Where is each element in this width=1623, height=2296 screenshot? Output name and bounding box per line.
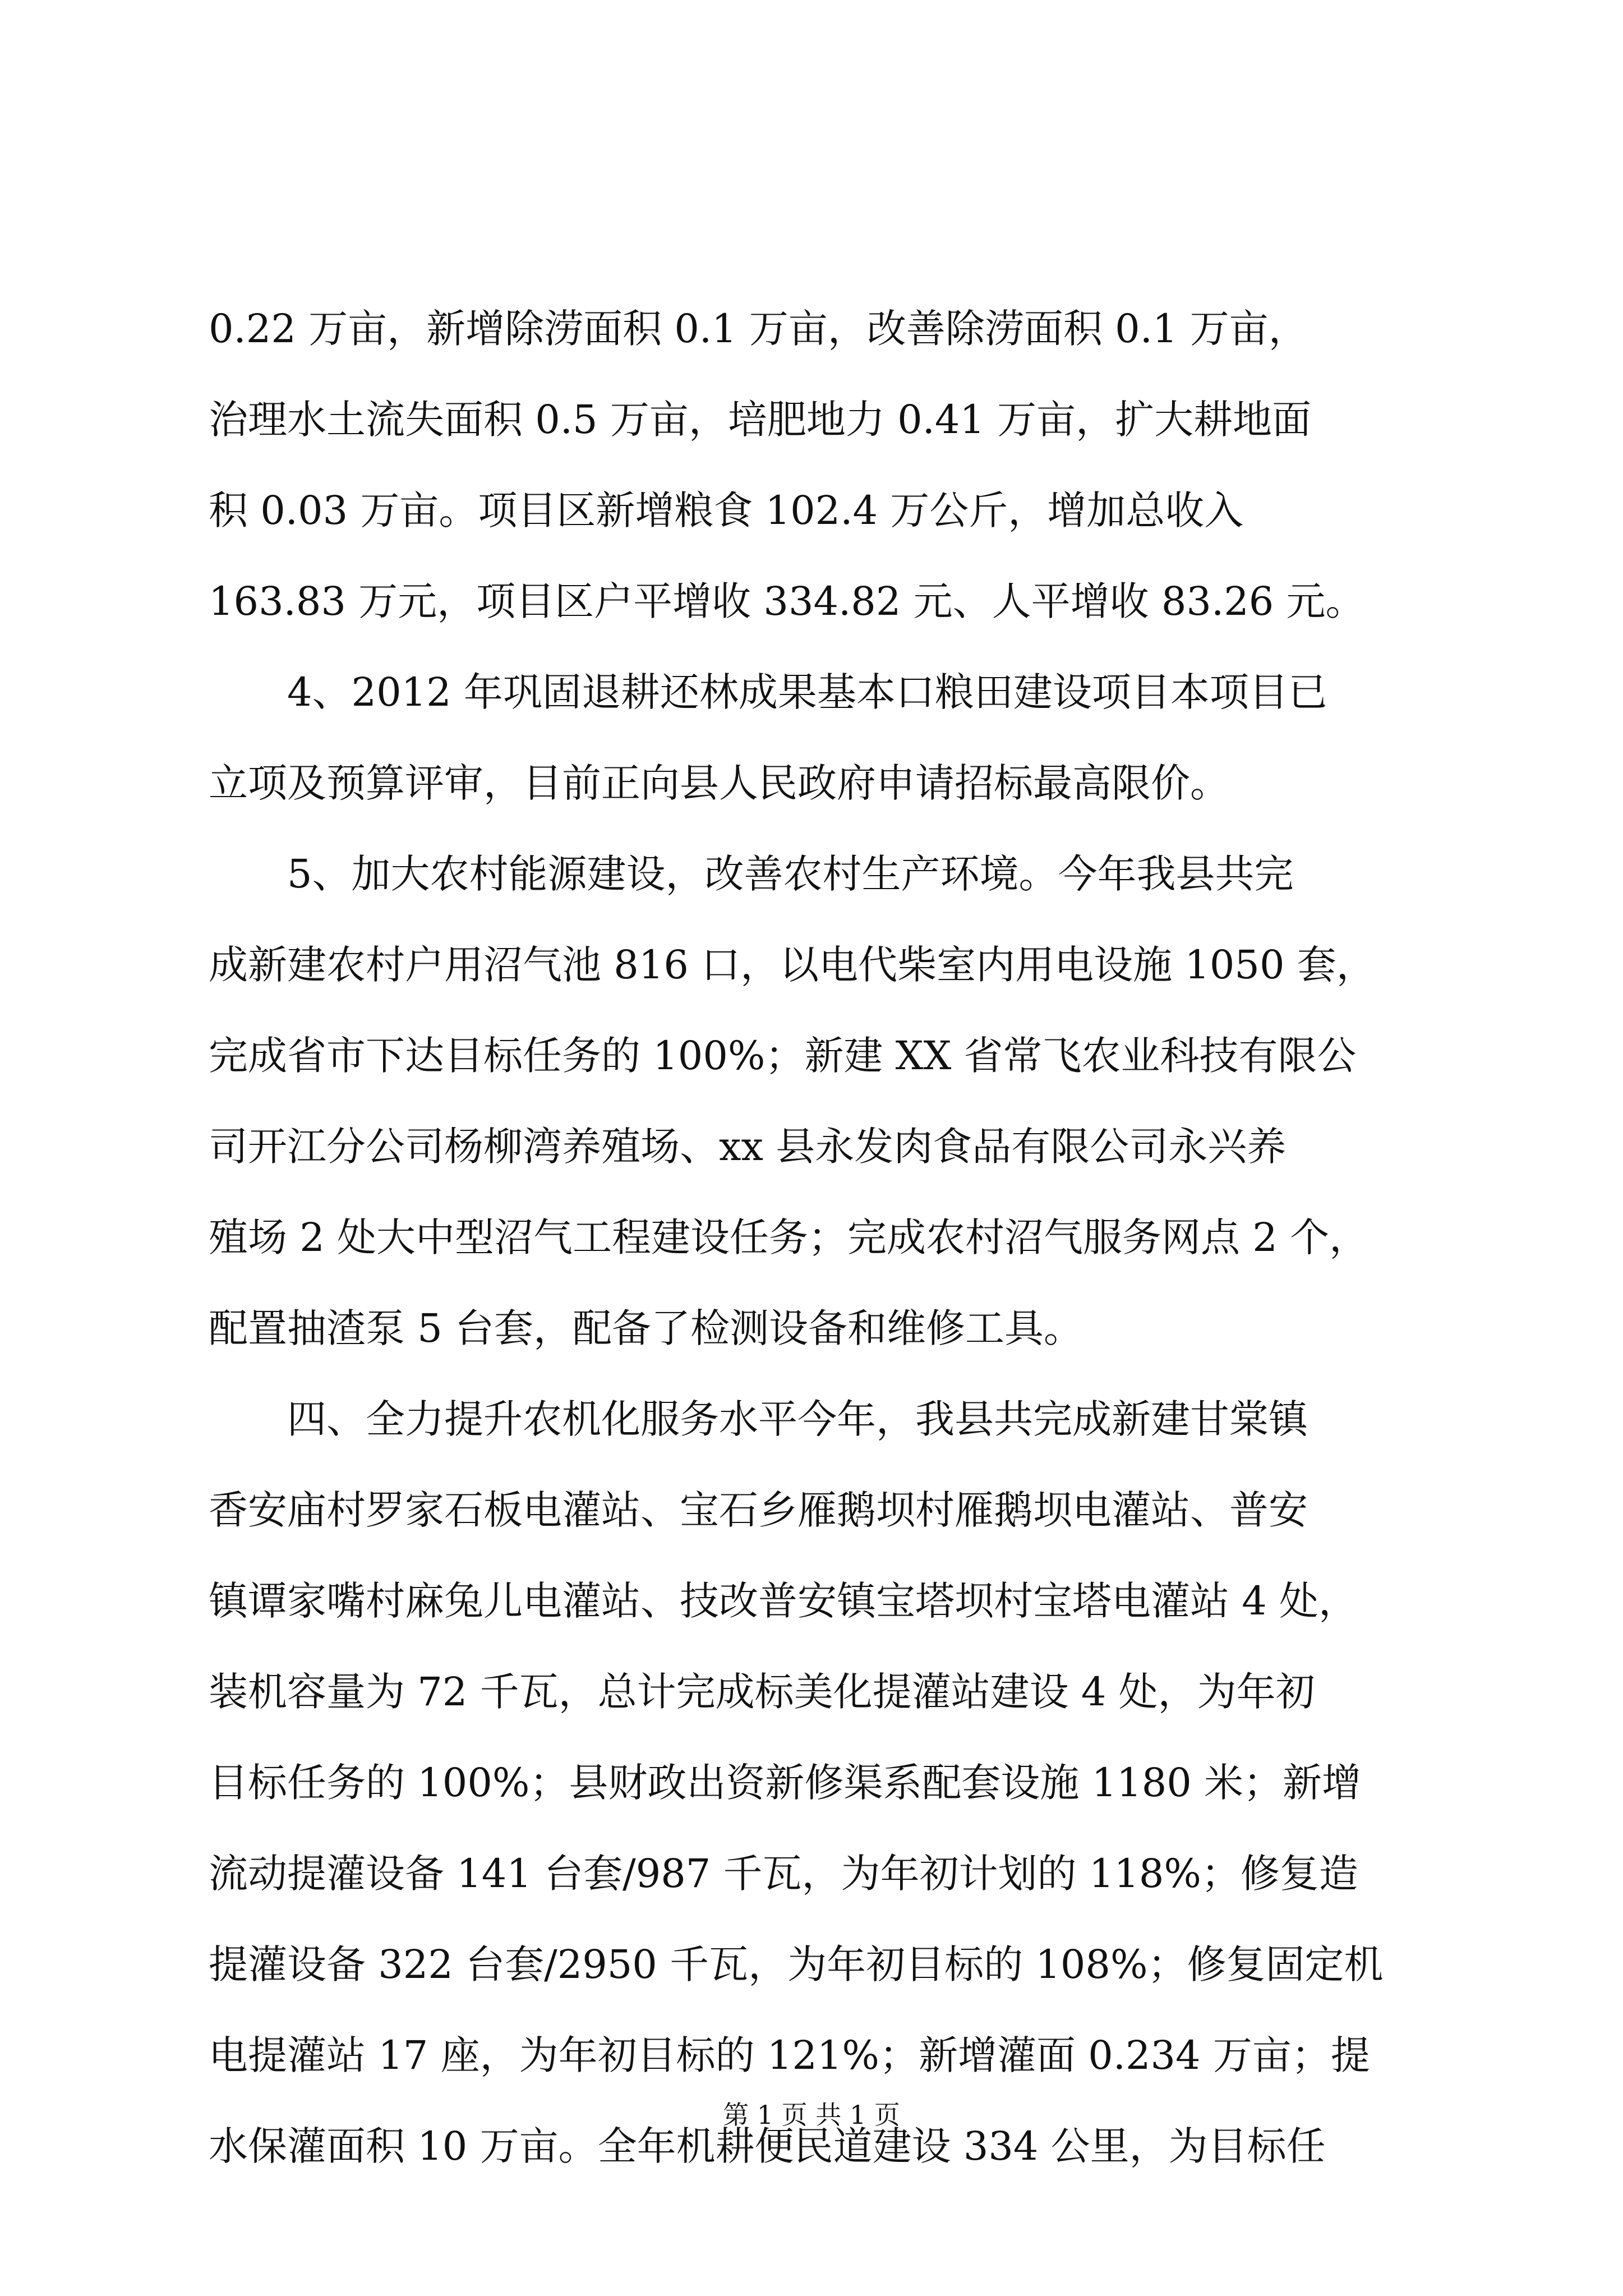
text-line: 163.83 万元，项目区户平增收 334.82 元、人平增收 83.26 元。 bbox=[209, 578, 1365, 624]
text-line: 0.22 万亩，新增除涝面积 0.1 万亩，改善除涝面积 0.1 万亩， bbox=[209, 306, 1308, 352]
text-line: 立项及预算评审，目前正向县人民政府申请招标最高限价。 bbox=[209, 760, 1229, 806]
text-line: 香安庙村罗家石板电灌站、宝石乡雁鹅坝村雁鹅坝电灌站、普安 bbox=[209, 1487, 1308, 1533]
text-line: 殖场 2 处大中型沼气工程建设任务；完成农村沼气服务网点 2 个， bbox=[209, 1214, 1369, 1260]
text-line: 5、加大农村能源建设，改善农村生产环境。今年我县共完 bbox=[209, 851, 1294, 897]
text-line: 治理水土流失面积 0.5 万亩，培肥地力 0.41 万亩，扩大耕地面 bbox=[209, 397, 1312, 443]
text-line: 成新建农村户用沼气池 816 口，以电代柴室内用电设施 1050 套， bbox=[209, 942, 1376, 988]
text-line: 四、全力提升农机化服务水平今年，我县共完成新建甘棠镇 bbox=[209, 1396, 1308, 1442]
text-line: 积 0.03 万亩。项目区新增粮食 102.4 万公斤，增加总收入 bbox=[209, 487, 1244, 533]
text-line: 水保灌面积 10 万亩。全年机耕便民道建设 334 公里，为目标任 bbox=[209, 2123, 1326, 2169]
text-line: 流动提灌设备 141 台套/987 千瓦，为年初计划的 118%；修复造 bbox=[209, 1851, 1358, 1897]
text-line: 电提灌站 17 座，为年初目标的 121%；新增灌面 0.234 万亩；提 bbox=[209, 2032, 1370, 2078]
text-line: 提灌设备 322 台套/2950 千瓦，为年初目标的 108%；修复固定机 bbox=[209, 1941, 1384, 1987]
text-line: 4、2012 年巩固退耕还林成果基本口粮田建设项目本项目已 bbox=[209, 669, 1327, 715]
text-line: 配置抽渣泵 5 台套，配备了检测设备和维修工具。 bbox=[209, 1305, 1083, 1351]
page-footer: 第 1 页 共 1 页 bbox=[723, 2100, 900, 2130]
text-line: 司开江分公司杨柳湾养殖场、xx 县永发肉食品有限公司永兴养 bbox=[209, 1124, 1287, 1170]
text-line: 镇谭家嘴村麻兔儿电灌站、技改普安镇宝塔坝村宝塔电灌站 4 处， bbox=[209, 1578, 1358, 1624]
text-line: 装机容量为 72 千瓦，总计完成标美化提灌站建设 4 处，为年初 bbox=[209, 1669, 1315, 1715]
text-line: 目标任务的 100%；县财政出资新修渠系配套设施 1180 米；新增 bbox=[209, 1760, 1362, 1806]
text-line: 完成省市下达目标任务的 100%；新建 XX 省常飞农业科技有限公 bbox=[209, 1033, 1357, 1079]
body-text bbox=[209, 283, 1414, 2192]
